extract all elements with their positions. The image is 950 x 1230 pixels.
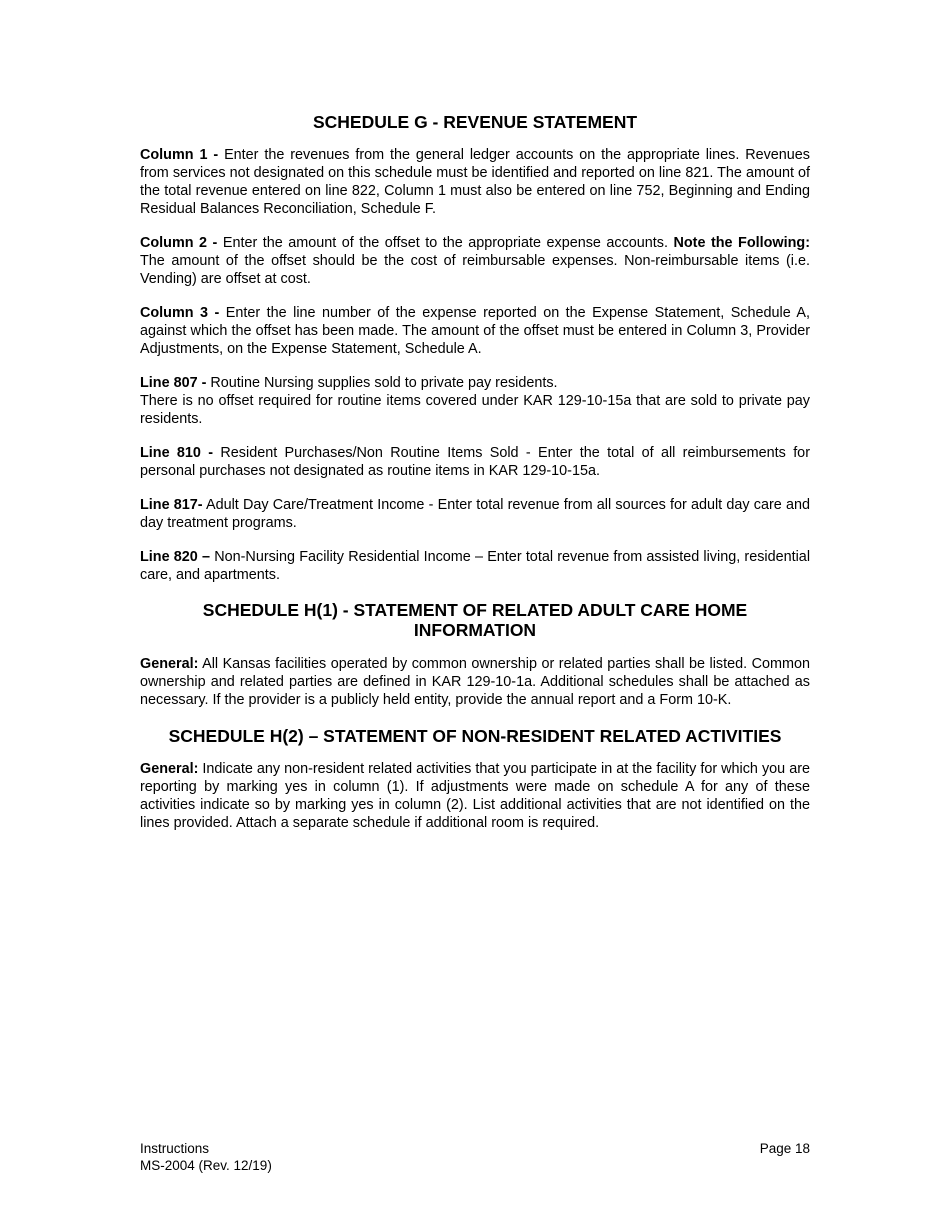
footer-form-number: MS-2004 (Rev. 12/19) xyxy=(140,1158,272,1173)
column-1-label: Column 1 - xyxy=(140,147,219,163)
schedule-h1-title-line1: SCHEDULE H(1) - STATEMENT OF RELATED ADULT CARE HOME xyxy=(202,600,748,620)
column-2-text-a: Enter the amount of the offset to the appropriate expense accounts. xyxy=(222,235,668,251)
column-2-text-b: The amount of the offset should be the cost of reimbursable expenses. Non-reimbursable items (i.e. Vending) are offset at cost. xyxy=(140,253,810,287)
line-810-text: Resident Purchases/Non Routine Items Sold - Enter the total of all reimbursements for personal purchases not designated as routine items in KAR 129-10-15a. xyxy=(140,445,810,479)
column-2-paragraph xyxy=(140,234,810,288)
column-3-paragraph xyxy=(140,304,810,358)
schedule-h1-general-text: All Kansas facilities operated by common ownership or related parties shall be listed. Common ownership and related parties are defined in KAR 129-10-1a. Additional schedules shall be attached as necessary. If the provider is a publicly held entity, provide the annual report and a Form 10-K. xyxy=(140,656,810,708)
schedule-h1-title-line2: INFORMATION xyxy=(413,620,537,640)
footer-page-number: Page 18 xyxy=(759,1141,810,1156)
column-3-text: Enter the line number of the expense reported on the Expense Statement, Schedule A, against which the offset has been made. The amount of the offset must be entered in Column 3, Provider Adjustments, on the Expense Statement, Schedule A. xyxy=(140,305,810,357)
column-2-note-label: Note the Following: xyxy=(673,235,810,251)
column-1-text: Enter the revenues from the general ledger accounts on the appropriate lines. Revenues from services not designated on this schedule must be identified and reported on line 821. The amount of the total revenue entered on line 822, Column 1 must also be entered on line 752, Beginning and Ending Residual Balances Reconciliation, Schedule F. xyxy=(140,147,811,217)
line-807-text: Routine Nursing supplies sold to private pay residents. xyxy=(210,375,558,391)
footer-left xyxy=(140,1140,272,1174)
line-820-text: Non-Nursing Facility Residential Income – Enter total revenue from assisted living, residential care, and apartments. xyxy=(140,549,811,583)
line-817-paragraph xyxy=(140,496,810,532)
page-footer xyxy=(140,1140,810,1174)
line-810-paragraph xyxy=(140,444,810,480)
schedule-h2-title: SCHEDULE H(2) – STATEMENT OF NON-RESIDENT RELATED ACTIVITIES xyxy=(168,726,782,746)
schedule-h2-general-paragraph xyxy=(140,760,810,832)
line-817-label: Line 817- xyxy=(140,497,203,513)
footer-instructions: Instructions xyxy=(140,1141,210,1156)
schedule-h2-general-text: Indicate any non-resident related activities that you participate in at the facility for which you are reporting by marking yes in column (1). If adjustments were made on schedule A for any of these activities indicate so by marking yes in column (2). List additional activities that are not identified on the lines provided. Attach a separate schedule if additional room is required. xyxy=(140,761,810,831)
line-807-note: There is no offset required for routine items covered under KAR 129-10-15a that are sold to private pay residents. xyxy=(140,393,810,427)
schedule-g-title: SCHEDULE G - REVENUE STATEMENT xyxy=(312,112,638,132)
line-807-block xyxy=(140,374,810,428)
schedule-h1-title xyxy=(140,600,810,640)
line-807-label: Line 807 - xyxy=(140,375,207,391)
line-817-text: Adult Day Care/Treatment Income - Enter total revenue from all sources for adult day care and day treatment programs. xyxy=(140,497,810,531)
schedule-h1-general-paragraph xyxy=(140,655,810,709)
column-1-paragraph xyxy=(140,146,810,218)
column-2-label: Column 2 - xyxy=(140,235,218,251)
line-820-label: Line 820 – xyxy=(140,549,211,565)
schedule-h1-general-label: General: xyxy=(140,656,199,672)
document-page xyxy=(140,110,810,848)
line-810-label: Line 810 - xyxy=(140,445,214,461)
schedule-h2-general-label: General: xyxy=(140,761,199,777)
line-820-paragraph xyxy=(140,548,810,584)
line-807-paragraph xyxy=(140,374,810,392)
column-3-label: Column 3 - xyxy=(140,305,220,321)
